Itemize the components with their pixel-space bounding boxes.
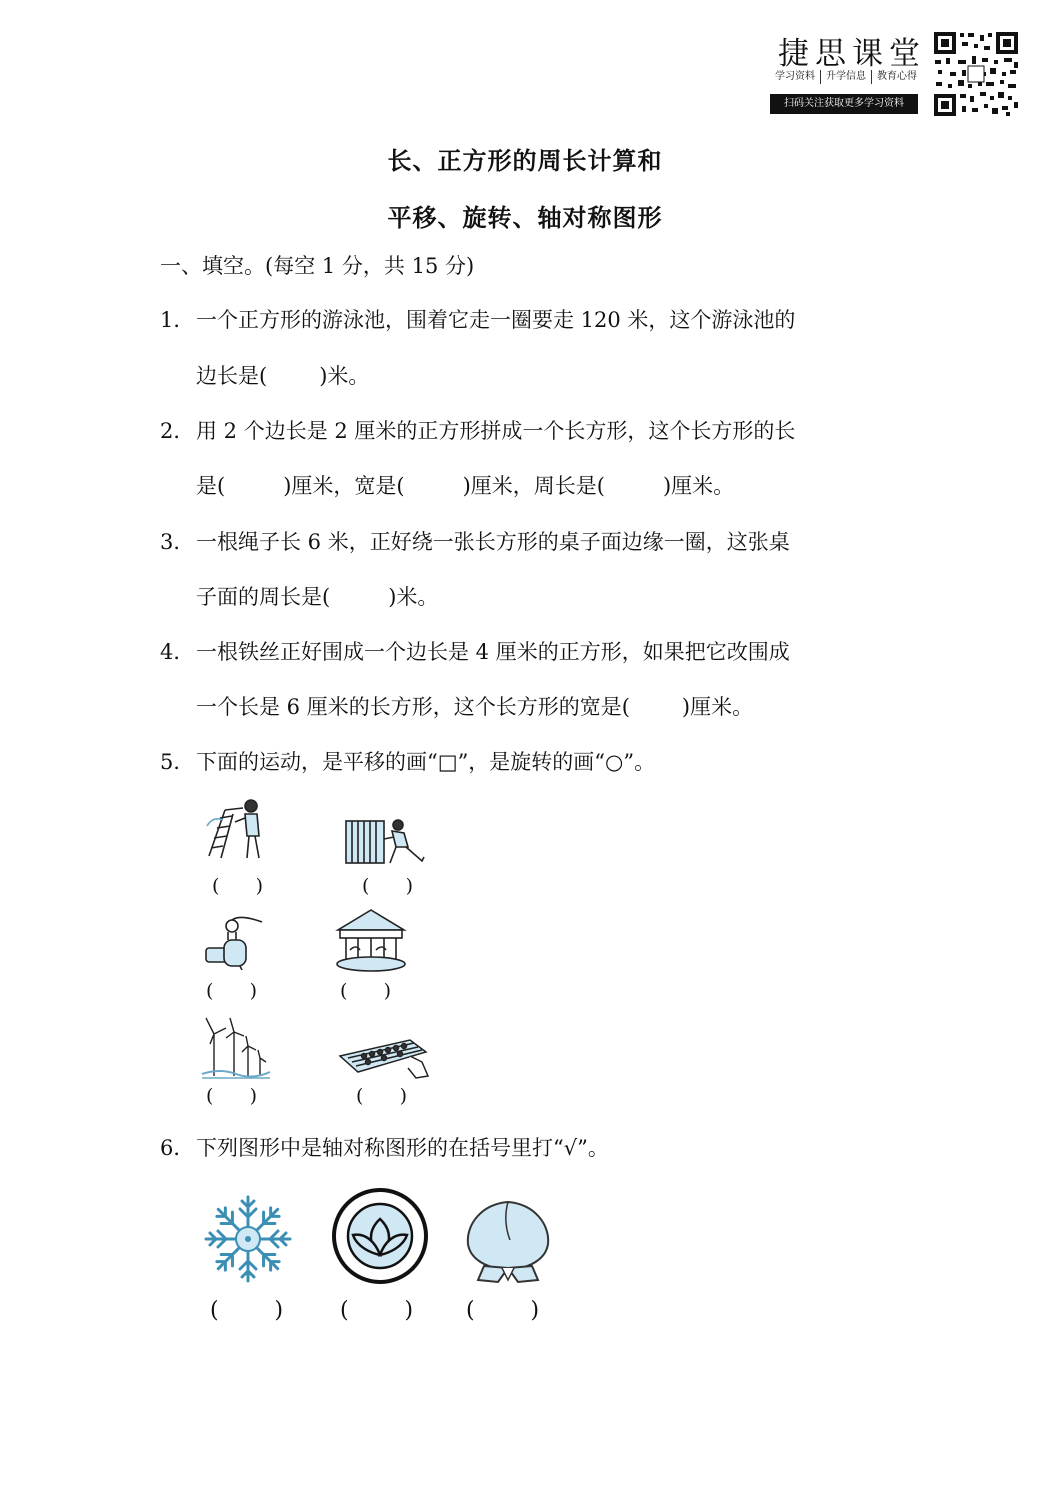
question-text: 一根绳子长 6 米，正好绕一张长方形的桌子面边缘一圈，这张桌 bbox=[196, 530, 790, 554]
question-4 bbox=[160, 638, 790, 666]
question-4-line2 bbox=[196, 693, 753, 721]
question-text: )厘米，周长是( bbox=[462, 474, 605, 498]
answer-paren[interactable]: ( ) bbox=[206, 980, 258, 1002]
question-text: 边长是( bbox=[196, 364, 268, 388]
answer-paren[interactable]: ( ) bbox=[340, 980, 392, 1002]
question-text: 是( bbox=[196, 474, 226, 498]
brand-tags bbox=[770, 70, 922, 84]
question-2 bbox=[160, 417, 795, 445]
question-number: 6． bbox=[160, 1136, 195, 1160]
answer-paren[interactable]: ( ) bbox=[356, 1085, 408, 1107]
brand-tag: 学习资料 bbox=[770, 70, 821, 84]
answer-paren[interactable]: ( ) bbox=[210, 1298, 284, 1323]
leaf-emblem-picture bbox=[331, 1187, 429, 1285]
question-text: 一个正方形的游泳池，围着它走一圈要走 120 米，这个游泳池的 bbox=[196, 308, 796, 332]
question-number: 3． bbox=[160, 530, 195, 554]
answer-paren[interactable]: ( ) bbox=[206, 1085, 258, 1107]
abacus-picture bbox=[338, 1034, 430, 1080]
question-text: )厘米，宽是( bbox=[283, 474, 405, 498]
question-number: 4． bbox=[160, 640, 195, 664]
wind-turbines-picture bbox=[200, 1014, 272, 1080]
question-3-line2 bbox=[196, 583, 438, 611]
answer-paren[interactable]: ( ) bbox=[466, 1298, 540, 1323]
question-text: 子面的周长是( bbox=[196, 585, 331, 609]
qr-code-icon bbox=[932, 30, 1020, 118]
question-3 bbox=[160, 528, 790, 556]
question-text: )米。 bbox=[388, 585, 439, 609]
answer-paren[interactable]: ( ) bbox=[340, 1298, 414, 1323]
question-text: )厘米。 bbox=[662, 474, 735, 498]
faucet-picture bbox=[204, 910, 264, 970]
brand-tag: 教育心得 bbox=[877, 71, 917, 82]
question-text: 下面的运动，是平移的画“□”，是旋转的画“○”。 bbox=[196, 750, 656, 774]
push-box-picture bbox=[342, 815, 430, 867]
question-1 bbox=[160, 306, 795, 334]
answer-paren[interactable]: ( ) bbox=[362, 875, 414, 897]
peach-picture bbox=[462, 1196, 554, 1286]
question-number: 1． bbox=[160, 308, 195, 332]
question-text: 用 2 个边长是 2 厘米的正方形拼成一个长方形，这个长方形的长 bbox=[196, 419, 796, 443]
question-text: 下列图形中是轴对称图形的在括号里打“√”。 bbox=[196, 1136, 609, 1160]
question-number: 5． bbox=[160, 750, 195, 774]
question-text: )厘米。 bbox=[681, 695, 754, 719]
question-1-line2 bbox=[196, 362, 369, 390]
brand-slogan: 扫码关注获取更多学习资料 bbox=[770, 94, 918, 114]
ladder-folding-picture bbox=[203, 796, 269, 862]
carousel-picture bbox=[332, 906, 410, 974]
brand-name: 捷思课堂 bbox=[778, 36, 926, 72]
answer-paren[interactable]: ( ) bbox=[212, 875, 264, 897]
question-text: 一根铁丝正好围成一个边长是 4 厘米的正方形，如果把它改围成 bbox=[196, 640, 790, 664]
section-heading: 一、填空。(每空 1 分，共 15 分) bbox=[160, 254, 475, 278]
question-number: 2． bbox=[160, 419, 195, 443]
question-text: 一个长是 6 厘米的长方形，这个长方形的宽是( bbox=[196, 695, 630, 719]
page-title-line2: 平移、旋转、轴对称图形 bbox=[387, 204, 663, 232]
question-text: )米。 bbox=[319, 364, 370, 388]
question-6 bbox=[160, 1134, 609, 1162]
question-2-line2 bbox=[196, 472, 734, 500]
snowflake-picture bbox=[202, 1193, 294, 1285]
page-title-line1: 长、正方形的周长计算和 bbox=[387, 147, 663, 175]
brand-tag: 升学信息 bbox=[821, 70, 872, 84]
question-5 bbox=[160, 748, 655, 776]
